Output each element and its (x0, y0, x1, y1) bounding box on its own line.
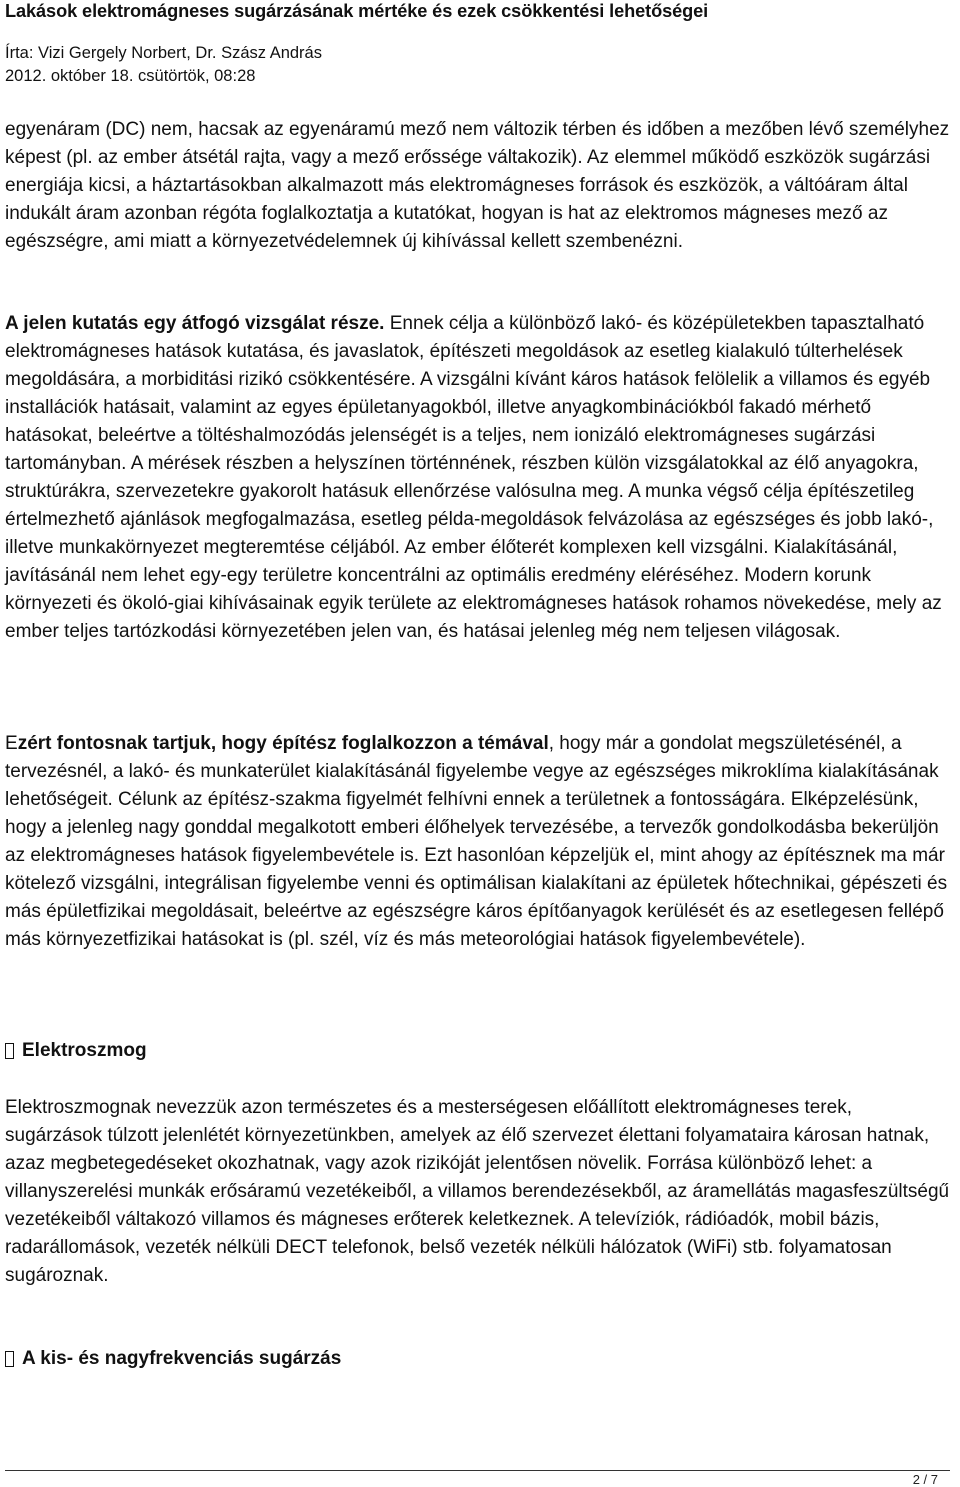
paragraph-dc-current: egyenáram (DC) nem, hacsak az egyenáramú mező nem változik térben és időben a mezőben lévő személyhez képest (pl. az ember átsétál rajta, vagy a mező erőssége váltakozik). Az elemmel működő eszközök sugárzási energiája kicsi, a háztartásokban alkalmazott más elektromágneses források és eszközök, a váltóáram által indukált áram azonban régóta foglalkoztatja a kutatókat, hogyan is hat az elektromos mágneses mező az egészségre, ami miatt a környezetvédelemnek új kihívással kellett szembenézni. (5, 119, 950, 252)
paragraph-elektroszmog-definition: Elektroszmognak nevezzük azon természetes és a mesterségesen előállított elektromágneses terek, sugárzások túlzott jelenlétét környezetünkben, amelyek az élő szervezet élettani folyamataira károsan hatnak, azaz megbetegedéseket okozhatnak, vagy azok rizikóját jelentősen növelik. Forrása különböző lehet: a villanyszerelési munkák erősáramú vezetékeiből, a villamos berendezésekből, az áramellátás magasfeszültségű vezetékeiből váltakozó villamos és mágneses erőterek keletkeznek. A televíziók, rádióadók, mobil bázis, radarállomások, vezeték nélküli DECT telefonok, belső vezeték nélküli hálózatok (WiFi) stb. folyamatosan sugároznak. (5, 1097, 950, 1286)
paragraph-body: Ennek célja a különböző lakó- és középületekben tapasztalható elektromágneses hatások kutatása, és javaslatok, építészeti megoldások az esetleg kialakuló túlterhelések megoldására, a morbiditási rizikó csökkentésére. A vizsgálni kívánt káros hatások felölelik a villamos és egyéb installációk hatásait, valamint az egyes épületanyagokból, illetve anyagkombinációkból fakadó mérhető hatásokat, beleértve a töltéshalmozódás jelenségét is a teljes, nem ionizáló elektromágneses sugárzási tartományban. A mérések részben a helyszínen történnének, részben külön vizsgálatokkal az élő anyagokra, struktúrákra, szervezetekre gyakorolt hatásuk ellenőrzése valósulna meg. A munka végső célja építészetileg értelmezhető ajánlások megfogalmazása, esetleg példa-megoldások felvázolása az egészséges és jobb lakó-, illetve munkakörnyezet megteremtése céljából. Az ember élőterét komplexen kell vizsgálni. Kialakításánál, javításánál nem lehet egy-egy területre koncentrálni az optimális eredmény eléréséhez. Modern korunk környezeti és ökoló-giai kihívásainak egyik területe az elektromágneses hatások rohamos növekedése, mely az ember teljes tartózkodási környezetében jelen van, és hatásai jelenleg még nem teljesen világosak. (5, 313, 942, 642)
section-heading-label: Elektroszmog (22, 1040, 147, 1061)
paragraph-initial: E (5, 733, 18, 754)
paragraph-lead-bold: zért fontosnak tartjuk, hogy építész foglalkozzon a témával (17, 733, 549, 754)
bullet-box-icon (5, 1043, 14, 1059)
bullet-box-icon (5, 1351, 14, 1367)
section-heading-elektroszmog (5, 1037, 147, 1065)
section-heading-frequency (5, 1345, 341, 1373)
section-heading-label: A kis- és nagyfrekvenciás sugárzás (22, 1348, 342, 1369)
document-page (5, 0, 950, 1369)
paragraph-lead-bold: A jelen kutatás egy átfogó vizsgálat része. (5, 313, 385, 334)
paragraph-research-scope (5, 310, 950, 646)
publish-date: 2012. október 18. csütörtök, 08:28 (5, 67, 256, 85)
footer-divider (5, 1470, 950, 1471)
paragraph-body: , hogy már a gondolat megszületésénél, a tervezésnél, a lakó- és munkaterület kialakításánál figyelembe vegye az egészséges mikroklíma kialakításának lehetőségeit. Célunk az építész-szakma figyelmét felhívni ennek a területnek a fontosságára. Elképzelésünk, hogy a jelenleg nagy gonddal megalkotott emberi élőhelyek tervezésébe, a tervezők gondolkodásba bekerüljön az elektromágneses hatások figyelembevétele is. Ezt hasonlóan képzeljük el, mint ahogy az építésznek ma már kötelező vizsgálni, integrálisan figyelembe venni és optimálisan kialakítani az épületek hőtechnikai, gépészeti és más épületfizikai megoldásait, beleértve az egészségre káros építőanyagok kerülését és az esetlegesen fellépő más környezetfizikai hatásokat is (pl. szél, víz és más meteorológiai hatások figyelembevétele). (5, 733, 948, 950)
author-line: Írta: Vizi Gergely Norbert, Dr. Szász András (5, 44, 322, 62)
page-number: 2 / 7 (912, 1472, 938, 1487)
document-title: Lakások elektromágneses sugárzásának mértéke és ezek csökkentési lehetőségei (5, 1, 709, 21)
paragraph-architect-role (5, 730, 950, 954)
